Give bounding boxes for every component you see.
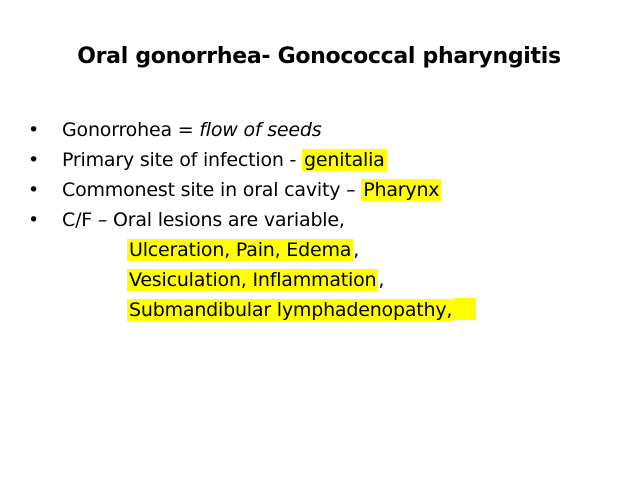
bullet-prefix: Gonorrohea =: [62, 119, 200, 141]
highlighted-term: Submandibular lymphadenopathy,: [129, 299, 453, 321]
highlight-trailing-space: [454, 298, 476, 320]
bullet-emphasis: flow of seeds: [199, 119, 322, 141]
sub-line-suffix: ,: [353, 239, 360, 261]
sub-line: [28, 265, 628, 295]
sub-line: [28, 235, 628, 265]
highlighted-term: Pharynx: [363, 179, 440, 201]
sub-line-text: [127, 265, 384, 295]
highlighted-term: genitalia: [304, 149, 385, 171]
highlighted-term: Ulceration, Pain, Edema: [129, 239, 352, 261]
bullet-text: [62, 115, 321, 145]
sub-line: [28, 295, 628, 325]
bullet-item: [28, 175, 628, 205]
sub-line-text: [127, 235, 359, 265]
bullet-dot: •: [28, 209, 40, 231]
bullet-text: [62, 145, 387, 175]
bullet-item: [28, 145, 628, 175]
bullet-item: [28, 205, 628, 235]
slide-title: Oral gonorrhea- Gonococcal pharyngitis: [77, 44, 561, 69]
sub-line-suffix: ,: [378, 269, 385, 291]
slide-body: [28, 115, 628, 325]
bullet-dot: •: [28, 149, 40, 171]
highlighted-term: Vesiculation, Inflammation: [129, 269, 377, 291]
bullet-text: [62, 175, 441, 205]
bullet-text: C/F – Oral lesions are variable,: [62, 209, 345, 231]
bullet-prefix: Primary site of infection -: [62, 149, 303, 171]
bullet-dot: •: [28, 119, 40, 141]
sub-line-text: [127, 295, 476, 325]
bullet-dot: •: [28, 179, 40, 201]
bullet-prefix: Commonest site in oral cavity –: [62, 179, 362, 201]
bullet-item: [28, 115, 628, 145]
